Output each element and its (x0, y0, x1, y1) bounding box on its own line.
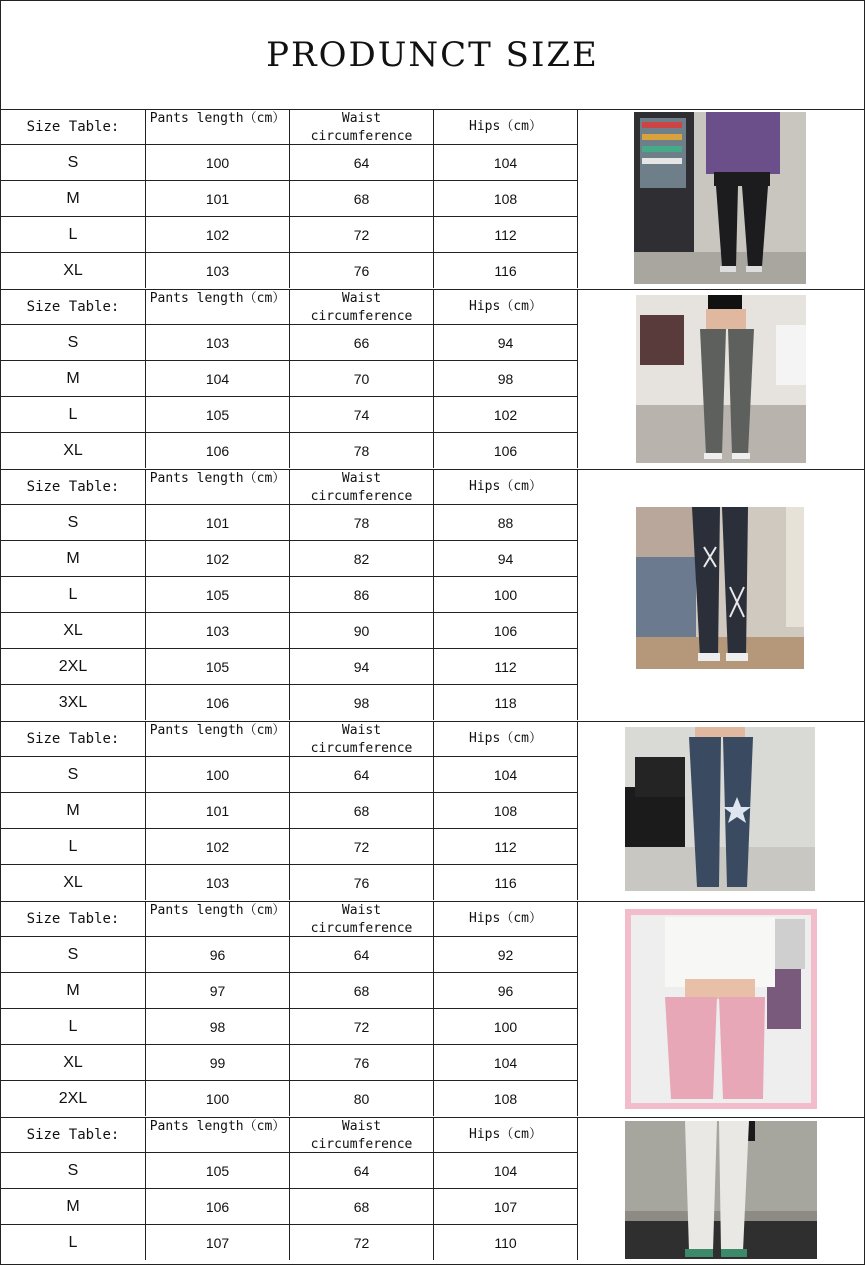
size-cell: S (1, 1153, 146, 1189)
waist-cell: 64 (290, 145, 434, 181)
length-cell: 101 (146, 793, 290, 829)
waist-cell: 86 (290, 577, 434, 613)
product-photo (625, 909, 817, 1109)
table-row (1, 829, 578, 865)
table-row (1, 1225, 578, 1261)
waist-cell: 68 (290, 1189, 434, 1225)
size-cell: L (1, 829, 146, 865)
white-wide-leg-pants-photo (625, 1121, 817, 1259)
hips-cell: 94 (434, 325, 578, 361)
length-cell: 105 (146, 649, 290, 685)
length-label: Pants length（cm） (146, 109, 290, 145)
table-row (1, 253, 578, 289)
size-label: Size Table: (1, 1117, 146, 1153)
table-row (1, 217, 578, 253)
waist-cell: 72 (290, 1009, 434, 1045)
size-block-1 (1, 109, 864, 290)
length-cell: 100 (146, 145, 290, 181)
hips-cell: 100 (434, 1009, 578, 1045)
waist-cell: 98 (290, 685, 434, 721)
table-row (1, 145, 578, 181)
product-photo (636, 295, 806, 463)
table-row (1, 865, 578, 901)
length-cell: 106 (146, 433, 290, 469)
size-block-2 (1, 289, 864, 470)
waist-cell: 70 (290, 361, 434, 397)
table-header-row (1, 469, 578, 505)
table-row (1, 757, 578, 793)
waist-cell: 76 (290, 865, 434, 901)
hips-cell: 112 (434, 649, 578, 685)
length-cell: 106 (146, 1189, 290, 1225)
size-cell: M (1, 361, 146, 397)
size-cell: L (1, 1225, 146, 1261)
waist-cell: 76 (290, 253, 434, 289)
size-cell: L (1, 217, 146, 253)
length-cell: 105 (146, 1153, 290, 1189)
hips-cell: 116 (434, 865, 578, 901)
waist-label: Waist circumference (290, 469, 434, 505)
table-row (1, 505, 578, 541)
size-cell: XL (1, 253, 146, 289)
pink-jeans-photo (625, 909, 817, 1109)
size-table-1 (1, 109, 578, 288)
size-cell: 2XL (1, 649, 146, 685)
waist-cell: 90 (290, 613, 434, 649)
length-cell: 100 (146, 1081, 290, 1117)
table-row (1, 1009, 578, 1045)
length-label: Pants length（cm） (146, 469, 290, 505)
waist-label: Waist circumference (290, 721, 434, 757)
length-label: Pants length（cm） (146, 901, 290, 937)
hips-cell: 104 (434, 757, 578, 793)
waist-cell: 64 (290, 1153, 434, 1189)
size-block-4 (1, 721, 864, 902)
length-cell: 103 (146, 865, 290, 901)
table-row (1, 649, 578, 685)
table-header-row (1, 901, 578, 937)
size-cell: M (1, 793, 146, 829)
title-box (1, 1, 864, 110)
product-photo (625, 1121, 817, 1259)
waist-cell: 64 (290, 937, 434, 973)
spider-web-jeans-photo (636, 507, 804, 669)
table-row (1, 577, 578, 613)
photo-cell (578, 1117, 864, 1264)
length-cell: 97 (146, 973, 290, 1009)
waist-cell: 94 (290, 649, 434, 685)
hips-cell: 96 (434, 973, 578, 1009)
table-header-row (1, 109, 578, 145)
photo-cell (578, 469, 864, 721)
table-row (1, 397, 578, 433)
length-cell: 106 (146, 685, 290, 721)
waist-label: Waist circumference (290, 289, 434, 325)
size-cell: S (1, 937, 146, 973)
photo-cell (578, 289, 864, 469)
waist-cell: 72 (290, 1225, 434, 1261)
waist-cell: 72 (290, 217, 434, 253)
length-label: Pants length（cm） (146, 1117, 290, 1153)
length-cell: 102 (146, 541, 290, 577)
size-cell: M (1, 181, 146, 217)
size-block-3 (1, 469, 864, 722)
waist-cell: 78 (290, 505, 434, 541)
length-cell: 100 (146, 757, 290, 793)
hips-label: Hips（cm） (434, 1117, 578, 1153)
table-row (1, 361, 578, 397)
hips-cell: 110 (434, 1225, 578, 1261)
hips-cell: 104 (434, 1153, 578, 1189)
size-table-5 (1, 901, 578, 1116)
size-cell: M (1, 973, 146, 1009)
length-cell: 101 (146, 505, 290, 541)
hips-cell: 106 (434, 433, 578, 469)
waist-cell: 64 (290, 757, 434, 793)
size-block-6 (1, 1117, 864, 1264)
size-cell: M (1, 1189, 146, 1225)
size-label: Size Table: (1, 901, 146, 937)
size-cell: M (1, 541, 146, 577)
page-title: PRODUNCT SIZE (266, 35, 599, 75)
size-label: Size Table: (1, 721, 146, 757)
table-row (1, 613, 578, 649)
photo-cell (578, 721, 864, 901)
length-cell: 101 (146, 181, 290, 217)
photo-cell (578, 109, 864, 289)
size-label: Size Table: (1, 109, 146, 145)
hips-label: Hips（cm） (434, 109, 578, 145)
waist-cell: 66 (290, 325, 434, 361)
table-header-row (1, 721, 578, 757)
length-cell: 102 (146, 829, 290, 865)
hips-cell: 94 (434, 541, 578, 577)
size-cell: L (1, 397, 146, 433)
table-header-row (1, 1117, 578, 1153)
product-photo (634, 112, 806, 284)
size-cell: S (1, 505, 146, 541)
size-cell: 3XL (1, 685, 146, 721)
hips-cell: 100 (434, 577, 578, 613)
table-header-row (1, 289, 578, 325)
size-cell: S (1, 325, 146, 361)
hips-cell: 104 (434, 145, 578, 181)
product-photo (625, 727, 815, 891)
hips-label: Hips（cm） (434, 469, 578, 505)
length-cell: 98 (146, 1009, 290, 1045)
waist-label: Waist circumference (290, 901, 434, 937)
waist-label: Waist circumference (290, 1117, 434, 1153)
hips-cell: 102 (434, 397, 578, 433)
table-row (1, 541, 578, 577)
waist-cell: 82 (290, 541, 434, 577)
hips-cell: 116 (434, 253, 578, 289)
hips-cell: 107 (434, 1189, 578, 1225)
length-cell: 102 (146, 217, 290, 253)
length-cell: 103 (146, 253, 290, 289)
hips-cell: 108 (434, 793, 578, 829)
length-cell: 105 (146, 577, 290, 613)
waist-cell: 72 (290, 829, 434, 865)
hips-cell: 108 (434, 181, 578, 217)
size-label: Size Table: (1, 469, 146, 505)
size-cell: L (1, 1009, 146, 1045)
length-cell: 107 (146, 1225, 290, 1261)
waist-cell: 68 (290, 793, 434, 829)
hips-cell: 112 (434, 829, 578, 865)
length-cell: 103 (146, 613, 290, 649)
size-block-5 (1, 901, 864, 1118)
table-row (1, 325, 578, 361)
hips-cell: 104 (434, 1045, 578, 1081)
length-cell: 96 (146, 937, 290, 973)
size-label: Size Table: (1, 289, 146, 325)
hips-label: Hips（cm） (434, 901, 578, 937)
table-row (1, 1081, 578, 1117)
size-table-6 (1, 1117, 578, 1260)
waist-cell: 80 (290, 1081, 434, 1117)
length-label: Pants length（cm） (146, 721, 290, 757)
hips-cell: 92 (434, 937, 578, 973)
size-cell: XL (1, 1045, 146, 1081)
waist-cell: 76 (290, 1045, 434, 1081)
black-cargo-pants-photo (634, 112, 806, 284)
size-table-3 (1, 469, 578, 720)
hips-cell: 98 (434, 361, 578, 397)
waist-cell: 74 (290, 397, 434, 433)
waist-cell: 68 (290, 181, 434, 217)
waist-cell: 68 (290, 973, 434, 1009)
length-cell: 99 (146, 1045, 290, 1081)
photo-cell (578, 901, 864, 1117)
table-row (1, 685, 578, 721)
table-row (1, 1189, 578, 1225)
table-row (1, 973, 578, 1009)
size-table-2 (1, 289, 578, 468)
table-row (1, 1045, 578, 1081)
table-row (1, 433, 578, 469)
product-photo (636, 507, 804, 669)
hips-label: Hips（cm） (434, 721, 578, 757)
hips-cell: 88 (434, 505, 578, 541)
size-cell: XL (1, 865, 146, 901)
hips-cell: 118 (434, 685, 578, 721)
length-cell: 103 (146, 325, 290, 361)
size-cell: L (1, 577, 146, 613)
waist-label: Waist circumference (290, 109, 434, 145)
size-cell: XL (1, 613, 146, 649)
length-cell: 105 (146, 397, 290, 433)
size-cell: XL (1, 433, 146, 469)
waist-cell: 78 (290, 433, 434, 469)
table-row (1, 181, 578, 217)
hips-cell: 108 (434, 1081, 578, 1117)
length-label: Pants length（cm） (146, 289, 290, 325)
table-row (1, 937, 578, 973)
table-row (1, 1153, 578, 1189)
star-print-jeans-photo (625, 727, 815, 891)
length-cell: 104 (146, 361, 290, 397)
size-table-4 (1, 721, 578, 900)
table-row (1, 793, 578, 829)
hips-cell: 112 (434, 217, 578, 253)
size-cell: S (1, 757, 146, 793)
size-cell: S (1, 145, 146, 181)
hips-label: Hips（cm） (434, 289, 578, 325)
grey-cargo-pants-photo (636, 295, 806, 463)
size-cell: 2XL (1, 1081, 146, 1117)
hips-cell: 106 (434, 613, 578, 649)
